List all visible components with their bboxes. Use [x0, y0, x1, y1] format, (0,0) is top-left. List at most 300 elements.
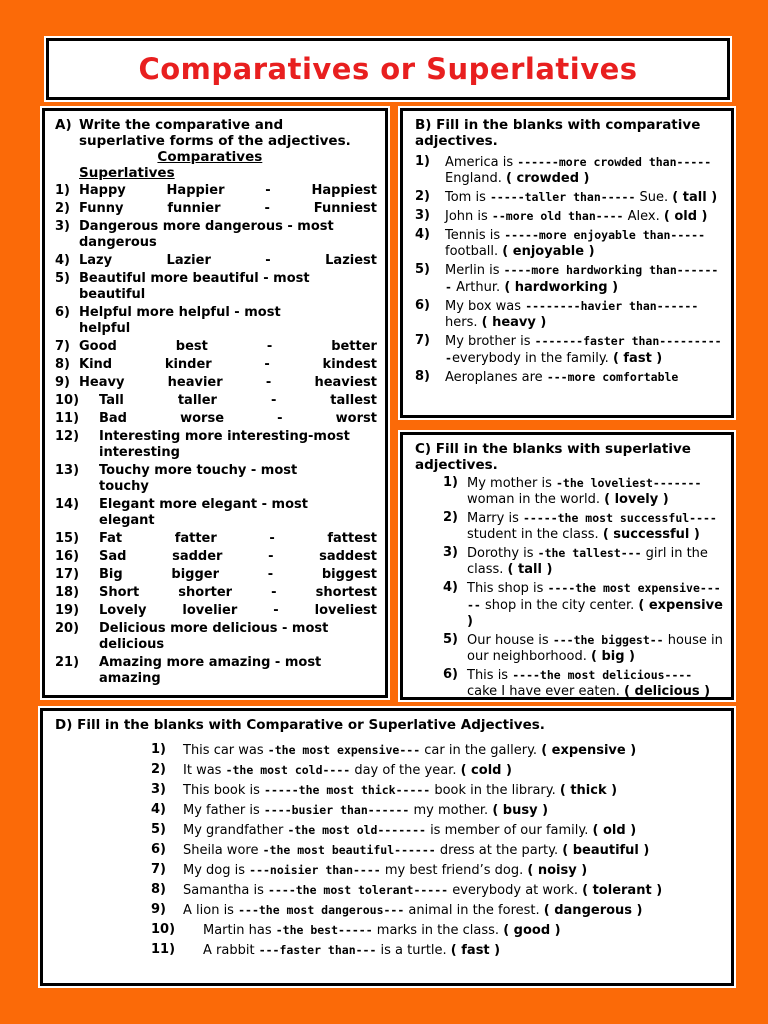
sentence-start: Martin has — [203, 923, 276, 938]
mixed-item — [55, 842, 721, 859]
superlative-form: Laziest — [325, 253, 377, 268]
adjective-hint: ( fast ) — [450, 943, 501, 958]
row-forms — [99, 567, 377, 583]
item-sentence — [183, 882, 721, 899]
item-sentence — [467, 667, 723, 700]
dash: - — [265, 375, 272, 390]
column-header-comparatives: Comparatives — [157, 149, 263, 165]
row-text-line1: Delicious more delicious - most — [99, 621, 329, 636]
answer-fill: ---faster than--- — [258, 943, 377, 957]
item-sentence — [183, 902, 721, 919]
item-number: 6) — [443, 667, 458, 682]
adjective-hint: ( enjoyable ) — [502, 244, 595, 259]
superlative-form: saddest — [319, 549, 377, 564]
row-text — [99, 429, 377, 461]
item-number: 11) — [151, 942, 176, 957]
adjective-hint: ( expensive ) — [541, 743, 637, 758]
answer-fill: --more old than---- — [491, 209, 624, 223]
row-text-line2: touchy — [99, 479, 149, 494]
row-forms — [79, 375, 377, 391]
comparative-form: best — [175, 339, 208, 354]
row-text-line1: Touchy more touchy - most — [99, 463, 298, 478]
sentence-start: My mother is — [467, 476, 556, 491]
adjective-row — [55, 621, 377, 653]
row-text-line2: interesting — [99, 445, 180, 460]
row-text-line2: amazing — [99, 671, 161, 686]
item-sentence — [445, 227, 723, 260]
item-sentence — [467, 632, 723, 665]
row-text-line2: elegant — [99, 513, 155, 528]
adjective-hint: ( beautiful ) — [562, 843, 650, 858]
row-text-line1: Amazing more amazing - most — [99, 655, 322, 670]
mixed-item — [55, 822, 721, 839]
item-number: 8) — [415, 369, 430, 384]
item-number: 7) — [415, 333, 430, 348]
adjective-hint: ( crowded ) — [506, 171, 590, 186]
section-c-heading-line1: Fill in the blanks with superlative — [435, 441, 691, 457]
superlative-form: heaviest — [314, 375, 377, 390]
row-text-line2: helpful — [79, 321, 131, 336]
sentence-start: This is — [467, 668, 513, 683]
sentence-start: Tennis is — [445, 228, 505, 243]
sentence-end: everybody at work. — [448, 883, 583, 898]
adjective-hint: ( dangerous ) — [543, 903, 643, 918]
row-number: 2) — [55, 201, 70, 216]
section-c-label: C) — [415, 441, 432, 457]
sentence-start: John is — [445, 209, 492, 224]
superlative-item — [415, 545, 723, 578]
sentence-end: student in the class. — [467, 527, 603, 542]
section-b — [400, 108, 734, 418]
item-number: 4) — [151, 802, 166, 817]
adjective-row — [55, 375, 377, 391]
comparative-form: fatter — [174, 531, 217, 546]
comparative-form: sadder — [172, 549, 223, 564]
item-number: 3) — [443, 545, 458, 560]
superlative-form: shortest — [315, 585, 377, 600]
section-c-heading — [415, 441, 723, 473]
adjective-row — [55, 201, 377, 217]
item-number: 6) — [415, 298, 430, 313]
item-number: 5) — [443, 632, 458, 647]
adjective-hint: ( big ) — [591, 649, 636, 664]
item-number: 5) — [415, 262, 430, 277]
comparative-form: Happier — [166, 183, 225, 198]
dash: - — [268, 549, 274, 564]
section-b-heading-line2: adjectives. — [415, 133, 498, 149]
row-number: 4) — [55, 253, 70, 268]
row-number: 8) — [55, 357, 70, 372]
row-text-line1: Dangerous more dangerous - most — [79, 219, 334, 234]
adjective-row — [55, 305, 377, 337]
section-d-heading — [55, 717, 721, 733]
adjective-hint: ( thick ) — [559, 783, 618, 798]
adjective: Heavy — [79, 375, 125, 390]
sentence-end: my mother. — [409, 803, 493, 818]
superlative-item — [415, 632, 723, 665]
comparative-item — [415, 369, 723, 386]
sentence-end: everybody in the family. — [451, 351, 613, 366]
adjective-hint: ( tall ) — [507, 562, 553, 577]
row-text — [79, 219, 377, 251]
answer-fill: -----more enjoyable than----- — [504, 228, 706, 242]
adjective-row — [55, 655, 377, 687]
adjective: Short — [99, 585, 140, 600]
superlative-item — [415, 580, 723, 630]
sentence-start: This shop is — [467, 581, 548, 596]
item-number: 1) — [443, 475, 458, 490]
row-number: 5) — [55, 271, 70, 286]
sentence-start: My grandfather — [183, 823, 288, 838]
row-forms — [79, 357, 377, 373]
row-number: 7) — [55, 339, 70, 354]
dash: - — [266, 339, 273, 354]
adjective-row — [55, 253, 377, 269]
adjective-hint: ( fast ) — [612, 351, 663, 366]
sentence-end: Alex. — [623, 209, 664, 224]
row-number: 3) — [55, 219, 70, 234]
column-header-superlatives: Superlatives — [79, 165, 175, 181]
superlative-form: Funniest — [313, 201, 377, 216]
row-number: 16) — [55, 549, 80, 564]
sentence-start: My dog is — [183, 863, 250, 878]
row-number: 19) — [55, 603, 80, 618]
adjective-hint: ( tolerant ) — [582, 883, 663, 898]
answer-fill: -----the most thick----- — [264, 783, 431, 797]
adjective-hint: ( good ) — [503, 923, 561, 938]
row-number: 10) — [55, 393, 80, 408]
row-text — [99, 621, 377, 653]
sentence-start: My box was — [445, 299, 526, 314]
mixed-item — [55, 902, 721, 919]
answer-fill: ---the most dangerous--- — [238, 903, 405, 917]
row-text-line2: dangerous — [79, 235, 157, 250]
item-number: 4) — [443, 580, 458, 595]
item-number: 8) — [151, 882, 166, 897]
adjective-hint: ( old ) — [592, 823, 637, 838]
item-number: 1) — [151, 742, 166, 757]
sentence-start: America is — [445, 155, 518, 170]
adjective-hint: ( noisy ) — [527, 863, 588, 878]
mixed-item — [55, 862, 721, 879]
answer-fill: -the most expensive--- — [267, 743, 421, 757]
sentence-end: marks in the class. — [372, 923, 504, 938]
answer-fill: ------more crowded than----- — [517, 155, 712, 169]
row-number: 14) — [55, 497, 80, 512]
dash: - — [265, 253, 271, 268]
row-number: 13) — [55, 463, 80, 478]
sentence-end: girl in the class. — [467, 546, 708, 577]
item-sentence — [467, 510, 723, 543]
comparative-form: bigger — [171, 567, 219, 582]
answer-fill: ----more hardworking than------- — [445, 263, 719, 294]
sentence-end: football. — [445, 244, 503, 259]
superlative-form: better — [331, 339, 377, 354]
mixed-item — [55, 782, 721, 799]
section-a-heading-line2: superlative forms of the adjectives. — [79, 133, 351, 149]
sentence-start: Merlin is — [445, 263, 504, 278]
answer-fill: --------havier than------ — [525, 299, 699, 313]
sentence-end: is member of our family. — [425, 823, 593, 838]
adjective: Kind — [79, 357, 113, 372]
adjective-row — [55, 497, 377, 529]
adjective-hint: ( cold ) — [460, 763, 512, 778]
item-sentence — [183, 742, 721, 759]
sentence-end: day of the year. — [350, 763, 461, 778]
sentence-start: My brother is — [445, 334, 535, 349]
item-sentence — [445, 154, 723, 187]
row-number: 6) — [55, 305, 70, 320]
item-sentence — [445, 208, 723, 225]
row-text — [99, 463, 377, 495]
answer-fill: -the most old------- — [287, 823, 426, 837]
adjective-hint: ( successful ) — [602, 527, 700, 542]
sentence-start: This car was — [183, 743, 268, 758]
adjective-hint: ( old ) — [663, 209, 708, 224]
comparative-item — [415, 208, 723, 225]
adjective: Sad — [99, 549, 127, 564]
sentence-start: Marry is — [467, 511, 523, 526]
comparative-form: lovelier — [182, 603, 238, 618]
adjective-row — [55, 219, 377, 251]
adjective-hint: ( delicious ) — [624, 684, 711, 699]
adjective: Fat — [99, 531, 123, 546]
superlative-exercise-list — [415, 475, 723, 700]
superlative-item — [415, 475, 723, 508]
comparative-item — [415, 333, 723, 367]
item-sentence — [183, 762, 721, 779]
answer-fill: -the loveliest------- — [556, 476, 702, 490]
mixed-item — [55, 922, 721, 939]
page-title: Comparatives or Superlatives — [138, 52, 638, 86]
item-sentence — [183, 822, 721, 839]
superlative-form: loveliest — [314, 603, 377, 618]
row-number: 15) — [55, 531, 80, 546]
item-number: 10) — [151, 922, 176, 937]
sentence-end: Sue. — [635, 190, 673, 205]
comparative-item — [415, 189, 723, 206]
answer-fill: ----the most delicious---- — [512, 668, 693, 682]
adjective-row — [55, 271, 377, 303]
superlative-form: tallest — [330, 393, 377, 408]
row-number: 12) — [55, 429, 80, 444]
row-number: 1) — [55, 183, 70, 198]
sentence-start: Samantha is — [183, 883, 269, 898]
sentence-end: shop in the city center. — [480, 598, 639, 613]
sentence-end: book in the library. — [430, 783, 560, 798]
answer-fill: -----the most successful---- — [523, 511, 717, 525]
sentence-end: hers. — [445, 315, 482, 330]
sentence-start: A lion is — [183, 903, 239, 918]
answer-fill: -------faster than---------- — [445, 334, 722, 365]
answer-fill: -the tallest--- — [537, 546, 642, 560]
adjective-list — [55, 183, 377, 687]
adjective: Lazy — [79, 253, 113, 268]
sentence-start: A rabbit — [203, 943, 259, 958]
adjective-row — [55, 429, 377, 461]
item-sentence — [445, 333, 723, 367]
section-b-label: B) — [415, 117, 432, 133]
superlative-form: biggest — [321, 567, 377, 582]
adjective-row — [55, 357, 377, 373]
answer-fill: -the most beautiful------ — [262, 843, 436, 857]
comparative-form: taller — [177, 393, 217, 408]
section-a — [42, 108, 388, 698]
item-number: 1) — [415, 154, 430, 169]
mixed-item — [55, 762, 721, 779]
row-number: 17) — [55, 567, 80, 582]
sentence-end: is a turtle. — [376, 943, 451, 958]
answer-fill: -----taller than----- — [490, 190, 636, 204]
sentence-end: animal in the forest. — [404, 903, 544, 918]
dash: - — [265, 183, 271, 198]
item-sentence — [467, 580, 723, 630]
item-sentence — [445, 298, 723, 331]
answer-fill: ----busier than------ — [263, 803, 410, 817]
section-d-heading-text: Fill in the blanks with Comparative or Superlative Adjectives. — [77, 717, 545, 733]
superlative-form: kindest — [322, 357, 377, 372]
comparative-exercise-list — [415, 154, 723, 386]
adjective: Happy — [79, 183, 126, 198]
row-text-line1: Elegant more elegant - most — [99, 497, 308, 512]
item-sentence — [445, 262, 723, 296]
comparative-item — [415, 298, 723, 331]
dash: - — [277, 411, 283, 426]
row-forms — [99, 603, 377, 619]
row-forms — [79, 253, 377, 269]
dash: - — [264, 357, 270, 372]
adjective: Bad — [99, 411, 127, 426]
row-number: 21) — [55, 655, 80, 670]
row-number: 11) — [55, 411, 80, 426]
item-number: 6) — [151, 842, 166, 857]
row-forms — [99, 411, 377, 427]
superlative-form: worst — [335, 411, 377, 426]
adjective: Tall — [99, 393, 124, 408]
adjective-row — [55, 603, 377, 619]
sentence-end: Arthur. — [451, 280, 505, 295]
sentence-start: Our house is — [467, 633, 553, 648]
adjective: Lovely — [99, 603, 147, 618]
item-sentence — [445, 189, 723, 206]
row-forms — [79, 183, 377, 199]
row-forms — [99, 585, 377, 601]
item-number: 2) — [415, 189, 430, 204]
row-text-line1: Helpful more helpful - most — [79, 305, 281, 320]
row-text — [79, 271, 377, 303]
sentence-start: This book is — [183, 783, 265, 798]
mixed-item — [55, 802, 721, 819]
comparative-form: kinder — [164, 357, 212, 372]
sentence-end: woman in the world. — [467, 492, 605, 507]
section-a-heading-line1: Write the comparative and — [79, 117, 284, 133]
sentence-start: Dorothy is — [467, 546, 538, 561]
sentence-start: Tom is — [445, 190, 490, 205]
answer-fill: ---the biggest-- — [552, 633, 664, 647]
row-forms — [79, 339, 377, 355]
sentence-end: England. — [445, 171, 507, 186]
superlative-item — [415, 510, 723, 543]
adjective: Good — [79, 339, 117, 354]
item-sentence — [183, 802, 721, 819]
answer-fill: ---noisier than---- — [249, 863, 381, 877]
adjective-row — [55, 531, 377, 547]
comparative-item — [415, 262, 723, 296]
title-banner — [46, 38, 730, 100]
item-sentence — [203, 942, 721, 959]
adjective-hint: ( hardworking ) — [504, 280, 619, 295]
section-b-heading — [415, 117, 723, 149]
dash: - — [267, 567, 274, 582]
sentence-start: Sheila wore — [183, 843, 263, 858]
item-sentence — [467, 475, 723, 508]
sentence-start: My father is — [183, 803, 264, 818]
adjective-row — [55, 567, 377, 583]
adjective-hint: ( expensive ) — [467, 598, 723, 629]
row-number: 20) — [55, 621, 80, 636]
section-d-label: D) — [55, 717, 73, 733]
adjective-hint: ( busy ) — [492, 803, 549, 818]
superlative-form: Happiest — [311, 183, 377, 198]
row-number: 18) — [55, 585, 80, 600]
section-c — [400, 432, 734, 700]
dash: - — [270, 393, 277, 408]
row-number: 9) — [55, 375, 70, 390]
row-text — [99, 497, 377, 529]
item-number: 4) — [415, 227, 430, 242]
sentence-end: cake I have ever eaten. — [467, 684, 625, 699]
row-forms — [99, 549, 377, 565]
row-text — [79, 305, 377, 337]
answer-fill: ---more comfortable — [546, 370, 679, 384]
answer-fill: -the best----- — [275, 923, 373, 937]
adjective: Big — [99, 567, 123, 582]
mixed-exercise-list — [55, 742, 721, 959]
section-b-heading-line1: Fill in the blanks with comparative — [436, 117, 701, 133]
item-number: 5) — [151, 822, 166, 837]
row-text — [99, 655, 377, 687]
sentence-end: my best friend’s dog. — [380, 863, 528, 878]
row-forms — [99, 531, 377, 547]
row-text-line1: Beautiful more beautiful - most — [79, 271, 310, 286]
sentence-start: Aeroplanes are — [445, 370, 547, 385]
dash: - — [269, 531, 275, 546]
row-forms — [99, 393, 377, 409]
row-forms — [79, 201, 377, 217]
adjective-hint: ( heavy ) — [481, 315, 547, 330]
comparative-form: heavier — [167, 375, 223, 390]
dash: - — [271, 585, 277, 600]
section-d — [40, 708, 734, 986]
row-text-line2: delicious — [99, 637, 165, 652]
item-sentence — [467, 545, 723, 578]
sentence-end: car in the gallery. — [420, 743, 542, 758]
section-a-heading — [55, 117, 377, 181]
dash: - — [264, 201, 270, 216]
item-number: 3) — [415, 208, 430, 223]
adjective-row — [55, 339, 377, 355]
comparative-form: Lazier — [166, 253, 211, 268]
adjective-row — [55, 549, 377, 565]
sentence-end: dress at the party. — [435, 843, 563, 858]
mixed-item — [55, 942, 721, 959]
item-number: 2) — [443, 510, 458, 525]
row-text-line2: beautiful — [79, 287, 146, 302]
comparative-form: funnier — [167, 201, 221, 216]
item-sentence — [183, 862, 721, 879]
section-c-heading-line2: adjectives. — [415, 457, 498, 473]
item-number: 2) — [151, 762, 166, 777]
